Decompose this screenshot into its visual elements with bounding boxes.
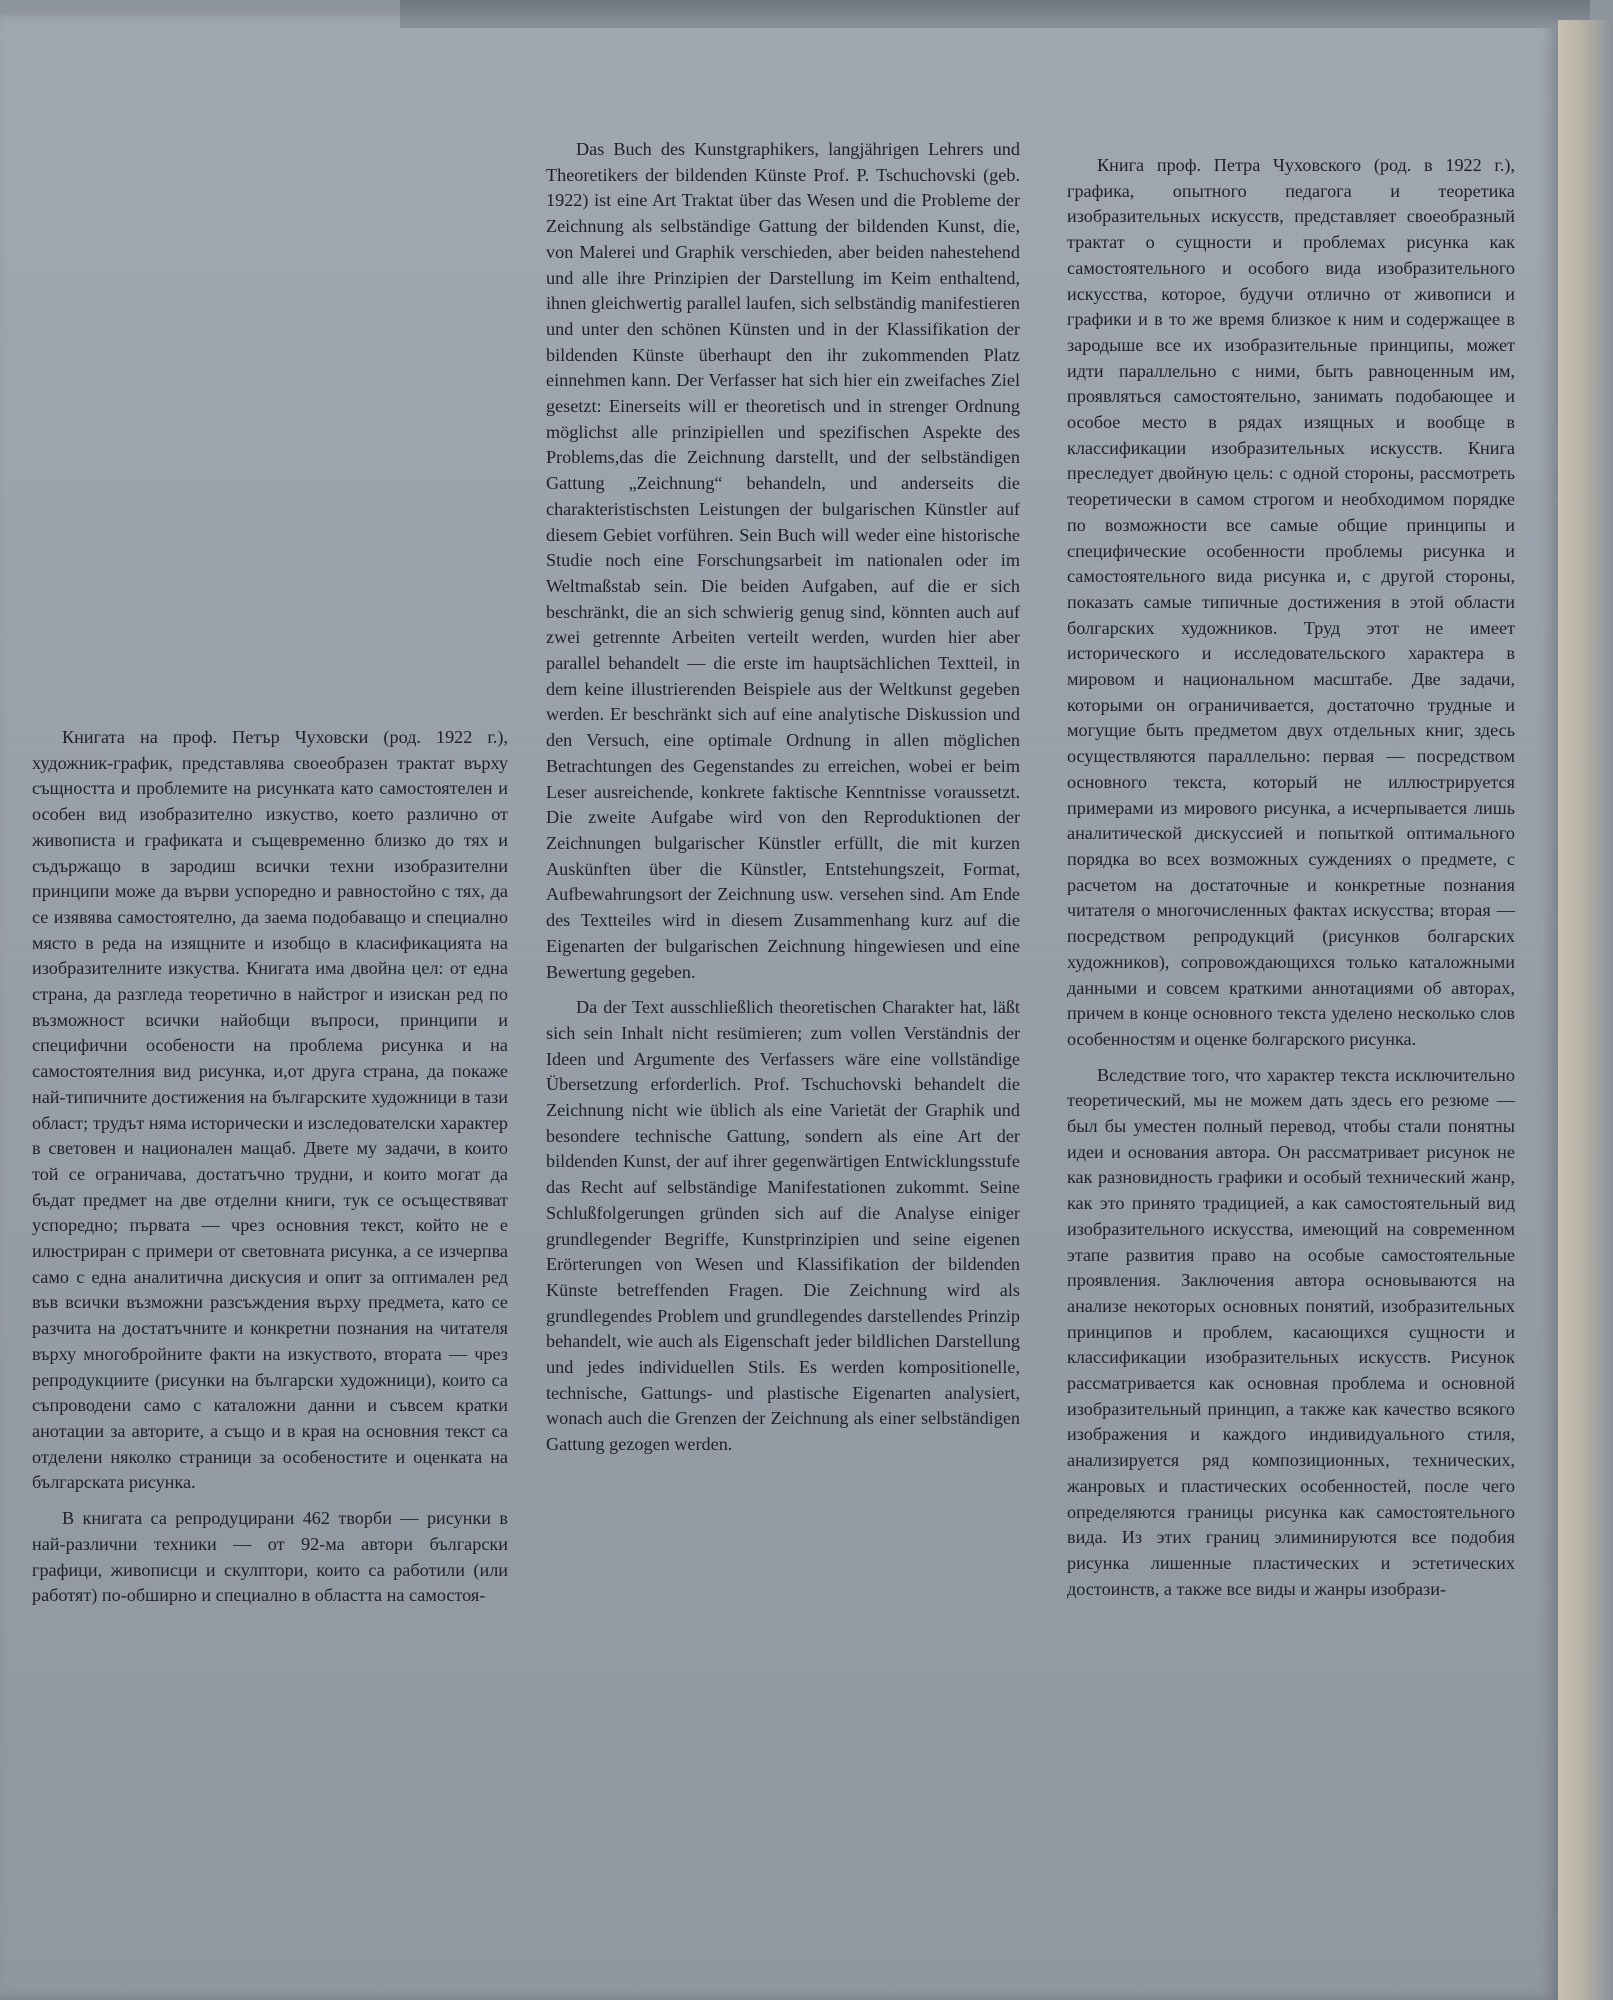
paper-top-edge [400,0,1590,28]
german-paragraph-2: Da der Text ausschließlich theoretischen Charakter hat, läßt sich sein Inhalt nicht resümieren; zum vollen Verständnis der Ideen und Argumente des Verfassers wäre eine vollständige Übersetzung erforderlich. Prof. Tschuchovski behandelt die Zeichnung nicht wie üblich als eine Varietät der Graphik und besondere technische Gattung, sondern als eine Art der bildenden Kunst, der auf ihrer gegenwärtigen Entwicklungsstufe das Recht auf selbständige Manifestationen zukommt. Seine Schlußfolgerungen gründen sich auf die Analyse einiger grundlegender Begriffe, Kunstprinzipien und seine eigenen Erörterungen von Wesen und Klassifikation der bildenden Künste betreffenden Fragen. Die Zeichnung wird als grundlegendes Problem und grundlegendes darstellendes Prinzip behandelt, wie auch als Eigenschaft jeder bildlichen Darstellung und jedes individuellen Stils. Es werden kompositionelle, technische, Gattungs- und plastische Eigenarten analysiert, wonach auch die Grenzen der Zeichnung als einer selbständigen Gattung gezogen werden. [546,997,1020,1455]
bulgarian-column [32,725,508,1609]
russian-paragraph-1: Книга проф. Петра Чуховского (род. в 1922 г.), графика, опытного педагога и теоретика изобразительных искусств, представляет своеобразный трактат о сущности и проблемах рисунка как самостоятельного и особого вида изобразительного искусства, которое, будучи отлично от живописи и графики и в то же время близкое к ним и содержащее в зародыше все их изобразительные принципы, может идти параллельно с ними, быть равноценным им, проявляться самостоятельно, занимать подобающее и особое место в рядах изящных и вообще в классификации изобразительных искусств. Книга преследует двойную цель: с одной стороны, рассмотреть теоретически в самом строгом и необходимом порядке по возможности все самые общие принципы и специфические особенности проблемы рисунка и самостоятельного вида рисунка и, с другой стороны, показать самые типичные достижения в этой области болгарских художников. Труд этот не имеет исторического и исследовательского характера в мировом и национальном масштабе. Две задачи, которыми он ограничивается, достаточно трудные и могущие быть предметом двух отдельных книг, здесь осуществляются параллельно: первая — посредством основного текста, который не иллюстрируется примерами из мирового рисунка, а исчерпывается лишь аналитической дискуссией и попыткой оптимального порядка во всех возможных суждениях о предмете, с расчетом на достаточные и конкретные познания читателя о многочисленных фактах искусства; вторая — посредством репродукций (рисунков болгарских художников), сопровождающихся только каталожными данными и совсем краткими аннотациями об авторах, причем в конце основного текста уделено несколько слов особенностям и оценке болгарского рисунка. [1067,155,1515,1049]
bulgarian-paragraph-1: Книгата на проф. Петър Чуховски (род. 1922 г.), художник-график, представлява своеобразен трактат върху същността и проблемите на рисунката като самостоятелен и особен вид изобразително изкуство, което различно от живописта и графиката и същевременно близко до тях и съдържащо в зародиш всички техни изобразителни принципи може да върви успоредно и равностойно с тях, да се изявява самостоятелно, да заема подобаващо и специално място в реда на изящните и изобщо в класификацията на изобразителните изкуства. Книгата има двойна цел: от една страна, да разгледа теоретично в найстрог и изискан ред по възможност всички найобщи въпроси, принципи и специфични особености на проблема рисунка и на самостоятелния вид рисунка, и,от друга страна, да покаже най-типичните достижения на българските художници в тази област; трудът няма исторически и изследователски характер в световен и национален мащаб. Двете му задачи, в които той се ограничава, достатъчно трудни, и които могат да бъдат предмет на две отделни книги, тук се осъществяват успоредно; първата — чрез основния текст, който не е илюстриран с примери от световната рисунка, а се изчерпва само с една аналитична дискусия и опит за оптимален ред във всички възможни разсъждения върху предмета, като се разчита на достатъчните и конкретни познания на читателя върху многобройните факти на изкуството, втората — чрез репродукциите (рисунки на български художници), които са съпроводени само с каталожни данни и съвсем кратки анотации за авторите, а също и в края на основния текст са отделени няколко страници за особеностите и оценката на българската рисунка. [32,727,508,1493]
german-column [546,137,1020,1458]
bulgarian-paragraph-2: В книгата са репродуцирани 462 творби — рисунки в най-различни техники — от 92-ма автори български графици, живописци и скулптори, които са работили (или работят) по-обширно и специално в областта на самостоя- [32,1508,508,1606]
page-edge-strip [1558,20,1613,2000]
russian-column [1067,153,1515,1602]
german-paragraph-1: Das Buch des Kunstgraphikers, langjährigen Lehrers und Theoretikers der bildenden Künste Prof. P. Tschuchovski (geb. 1922) ist eine Art Traktat über das Wesen und die Probleme der Zeichnung als selbständige Gattung der bildenden Kunst, die, von Malerei und Graphik verschieden, aber beiden nahestehend und alle ihre Prinzipien der Darstellung im Keim enthaltend, ihnen gleichwertig parallel laufen, sich selbständig manifestieren und unter den schönen Künsten und in der Klassifikation der bildenden Künste überhaupt den ihr zukommenden Platz einnehmen kann. Der Verfasser hat sich hier ein zweifaches Ziel gesetzt: Einerseits will er theoretisch und in strenger Ordnung möglichst alle prinzipiellen und spezifischen Aspekte des Problems,das die Zeichnung darstellt, und der selbständigen Gattung „Zeichnung“ behandeln, und anderseits die charakteristischsten Leistungen der bulgarischen Künstler auf diesem Gebiet vorführen. Sein Buch will weder eine historische Studie noch eine Forschungsarbeit im nationalen oder im Weltmaßstab sein. Die beiden Aufgaben, auf die er sich beschränkt, die an sich schwierig genug sind, könnten auch auf zwei getrennte Arbeiten verteilt werden, wurden hier aber parallel behandelt — die erste im hauptsächlichen Textteil, in dem keine illustrierenden Beispiele aus der Weltkunst gegeben werden. Er beschränkt sich auf eine analytische Diskussion und den Versuch, eine optimale Ordnung in allen möglichen Betrachtungen des Gegenstandes zu erreichen, wobei er beim Leser ausreichende, konkrete faktische Kenntnisse voraussetzt. Die zweite Aufgabe wird von den Reproduktionen der Zeichnungen bulgarischer Künstler erfüllt, die mit kurzen Auskünften über die Künstler, Entstehungszeit, Format, Aufbewahrungsort der Zeichnung usw. versehen sind. Am Ende des Textteiles wird in diesem Zusammenhang kurz auf die Eigenarten der bulgarischen Zeichnung hingewiesen und eine Bewertung gegeben. [546,139,1020,982]
russian-paragraph-2: Вследствие того, что характер текста исключительно теоретический, мы не можем дать здесь его резюме — был бы уместен полный перевод, чтобы стали понятны идеи и основания автора. Он рассматривает рисунок не как разновидность графики и особый технический жанр, как это принято традицией, а как самостоятельный вид изобразительного искусства, имеющий на современном этапе развития право на особые самостоятельные проявления. Заключения автора основываются на анализе некоторых основных понятий, изобразительных принципов и проблем, касающихся сущности и классификации изобразительных искусств. Рисунок рассматривается как основная проблема и основной изобразительный принцип, а также как качество всякого изображения и каждого индивидуального стиля, анализируется ряд композиционных, технических, жанровых и пластических особенностей, после чего определяются границы рисунка как самостоятельного вида. Из этих границ элиминируются все подобия рисунка лишенные пластических и эстетических достоинств, а также все виды и жанры изобрази- [1067,1064,1515,1599]
